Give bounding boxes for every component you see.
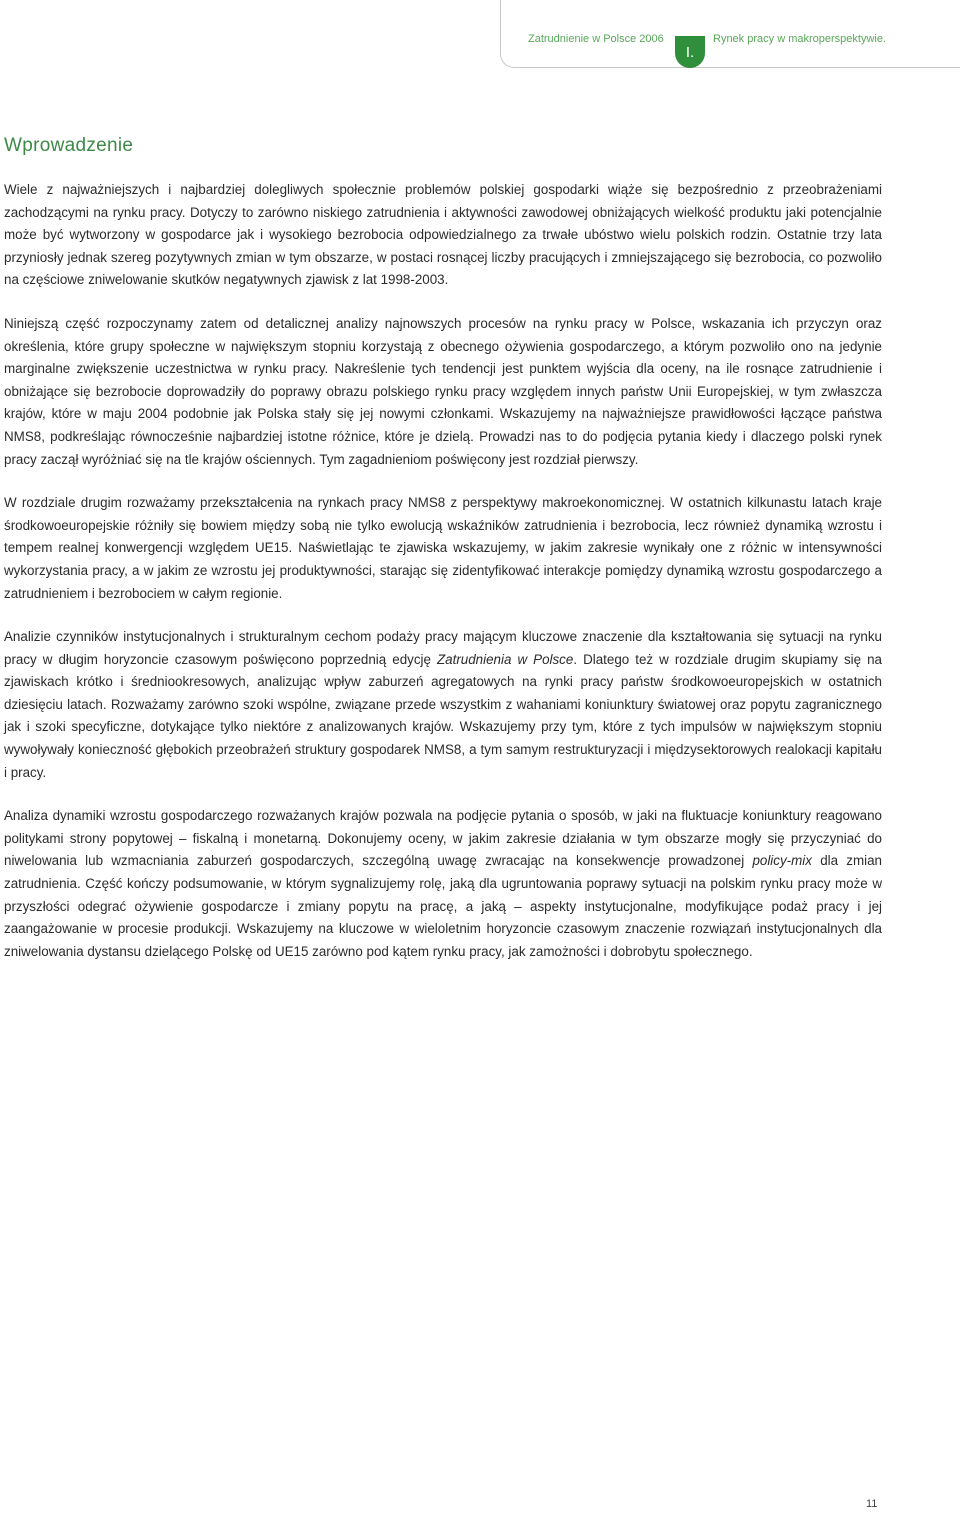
paragraph-5-part-1: Analiza dynamiki wzrostu gospodarczego rozważanych krajów pozwala na podjęcie pytania o sposób, w jaki na fluktuacje koniunktury reagowano politykami strony popytowej – fiskalną i monetarną. Dokonujemy oceny, w jakim zakresie działania w tym obszarze mogły się przyczyniać do niwelowania lub wzmacniania zaburzeń gospodarczych, szczególną uwagę zwracając na konsekwencje prowadzonej — [4, 808, 882, 869]
section-title: Wprowadzenie — [4, 135, 134, 156]
paragraph-1: Wiele z najważniejszych i najbardziej dolegliwych społecznie problemów polskiej gospodarki wiąże się bezpośrednio z przeobrażeniami zachodzącymi na rynku pracy. Dotyczy to zarówno niskiego zatrudnienia i aktywności zawodowej obniżających wielkość produktu jaki potencjalnie może być wytworzony w gospodarce jak i wysokiego bezrobocia odpowiedzialnego za trwałe ubóstwo wielu polskich rodzin. Ostatnie trzy lata przyniosły jednak szereg pozytywnych zmian w tym obszarze, w postaci rosnącej liczby pracujących i zmniejszającego się bezrobocia, co pozwoliło na częściowe zniwelowanie skutków negatywnych zjawisk z lat 1998-2003. — [4, 182, 882, 288]
page-number: 11 — [866, 1498, 878, 1510]
paragraph-4-part-1: Analizie czynników instytucjonalnych i strukturalnym cechom podaży pracy mającym kluczowe znaczenie dla kształtowania się sytuacji na rynku pracy w długim horyzoncie czasowym poświęcono poprzednią edycję — [4, 629, 882, 667]
paragraph-5-part-2: dla zmian zatrudnienia. Część kończy podsumowanie, w którym sygnalizujemy rolę, jaką dla ugruntowania poprawy sytuacji na polskim rynku pracy może w przyszłości odegrać ożywienie gospodarcze i zmiany popytu na pracę, a jaką – aspekty instytucjonalne, modyfikujące podaż pracy i jej zaangażowanie w procesie produkcji. Wskazujemy na kluczowe w wieloletnim horyzoncie czasowym znaczenie rozwiązań instytucjonalnych dla zniwelowania dystansu dzielącego Polskę od UE15 zarówno pod kątem rynku pracy, jak zamożności i dobrobytu społecznego. — [4, 853, 882, 959]
paragraph-5 — [4, 805, 882, 963]
paragraph-3: W rozdziale drugim rozważamy przekształcenia na rynkach pracy NMS8 z perspektywy makroekonomicznej. W ostatnich kilkunastu latach kraje środkowoeuropejskie różniły się bowiem między sobą nie tylko ewolucją wskaźników zatrudnienia i bezrobocia, lecz również dynamiką wzrostu i tempem realnej konwergencji względem UE15. Naświetlając te zjawiska wskazujemy, w jakim zakresie wynikały one z różnic w intensywności wykorzystania pracy, a w jakim ze wzrostu jej produktywności, starając się zidentyfikować interakcje pomiędzy dynamiką wzrostu gospodarczego a zatrudnieniem i bezrobociem w całym regionie. — [4, 495, 882, 601]
paragraph-2: Niniejszą część rozpoczynamy zatem od detalicznej analizy najnowszych procesów na rynku pracy w Polsce, wskazania ich przyczyn oraz określenia, które grupy społeczne w największym stopniu korzystają z obecnego ożywienia gospodarczego, a którym pozwoliło ono na jedynie marginalne zwiększenie uczestnictwa w rynku pracy. Nakreślenie tych tendencji jest punktem wyjścia dla oceny, na ile rosnące zatrudnienie i obniżające się bezrobocie doprowadziły do poprawy obrazu polskiego rynku pracy względem innych państw Unii Europejskiej, w tym zwłaszcza krajów, które w maju 2004 podobnie jak Polska stały się jej nowymi członkami. Wskazujemy na najważniejsze prawidłowości łączące państwa NMS8, podkreślając równocześnie najbardziej istotne różnice, które je dzielą. Prowadzi nas to do podjęcia pytania kiedy i dlaczego polski rynek pracy zaczął wyróżniać się na tle krajów ościennych. Tym zagadnieniom poświęcony jest rozdział pierwszy. — [4, 315, 882, 467]
running-header-title: Zatrudnienie w Polsce 2006 — [528, 33, 664, 45]
paragraph-4 — [4, 626, 882, 784]
chapter-badge: I. — [675, 36, 705, 68]
running-header-chapter: Rynek pracy w makroperspektywie. — [713, 33, 887, 45]
policy-mix-term: policy-mix — [752, 853, 812, 869]
paragraph-4-part-2: . Dlatego też w rozdziale drugim skupiamy się na zjawiskach krótko i średniookresowych, analizując wpływ zaburzeń agregatowych na rynki pracy państw środkowoeuropejskich w ostatnich dziesięciu latach. Rozważamy zarówno szoki wspólne, związane przede wszystkim z wahaniami koniunktury światowej oraz popytu zagranicznego jak i szoki specyficzne, dotykające tylko niektóre z analizowanych krajów. Wskazujemy przy tym, które z tych impulsów w największym stopniu wywoływały konieczność głębokich przeobrażeń struktury gospodarek NMS8, a tym samym restrukturyzacji i międzysektorowych realokacji kapitału i pracy. — [4, 651, 882, 780]
publication-title: Zatrudnienia w Polsce — [436, 651, 574, 667]
body-text — [4, 179, 882, 984]
